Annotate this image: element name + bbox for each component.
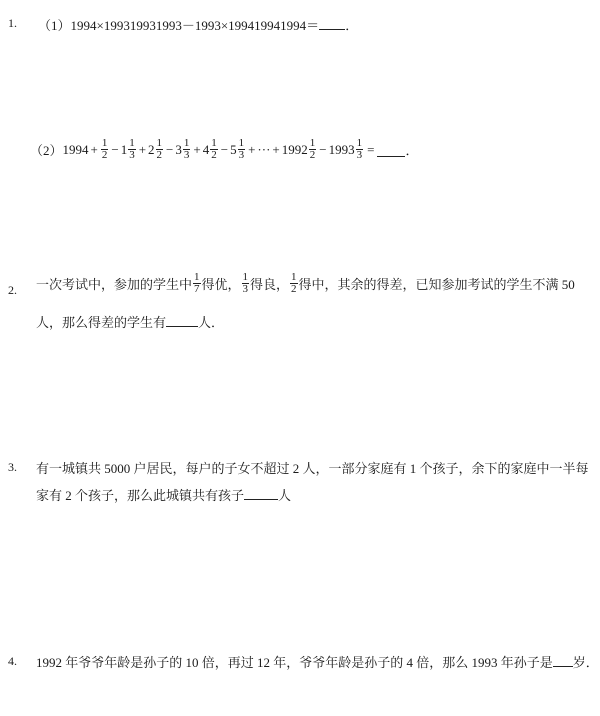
whole-part: ···: [257, 141, 271, 157]
question-2-line-1: [36, 272, 575, 295]
fraction-numerator: 1: [129, 137, 135, 149]
expression-term: [137, 138, 164, 161]
operator: −: [166, 141, 174, 157]
whole-part: 1993: [328, 141, 355, 157]
whole-part: 1992: [281, 141, 308, 157]
question-1-part-1: [38, 15, 358, 34]
fraction-denominator: 3: [356, 149, 363, 161]
question-2-line-2: [36, 312, 224, 331]
fraction-numerator: 1: [356, 137, 363, 149]
expression-term: [164, 138, 191, 161]
q2-text-b: 得优，: [201, 277, 241, 292]
fraction-numerator: 1: [183, 137, 190, 149]
q3-line-2-text-a: 家有 2 个孩子，那么此城镇共有孩子: [36, 488, 245, 503]
expression-term: [246, 142, 270, 158]
fraction: [156, 138, 164, 161]
question-4-line: [36, 652, 599, 671]
fraction-numerator: 1: [156, 137, 163, 149]
fraction-numerator: 1: [211, 137, 217, 149]
expression-term: [89, 138, 110, 161]
fraction: [356, 138, 364, 161]
whole-part: 1994: [62, 141, 89, 157]
q2-text-a: 一次考试中，参加的学生中: [36, 277, 193, 292]
part-2-label: （2）: [30, 143, 63, 158]
whole-part: 2: [148, 141, 155, 157]
q2-line-2-text-a: 人，那么得差的学生有: [36, 315, 167, 330]
q2-line-2-text-b: 人．: [198, 315, 225, 330]
question-2-number: 2.: [8, 283, 17, 297]
answer-blank-4[interactable]: [553, 653, 573, 667]
fraction: [128, 138, 136, 161]
whole-part: 4: [202, 141, 210, 157]
fraction-denominator: 3: [183, 149, 190, 161]
question-3-number: 3.: [8, 460, 17, 474]
part-1-expression: 1994×199319931993－1993×199419941994＝: [70, 18, 320, 33]
operator: +: [248, 141, 256, 157]
question-3-line-1: 有一城镇共 5000 户居民，每户的子女不超过 2 人，一部分家庭有 1 个孩子，余下的家庭中一半每: [36, 461, 589, 476]
q4-text-b: 岁．: [572, 655, 599, 670]
operator: +: [90, 141, 98, 157]
question-4-number: 4.: [8, 654, 17, 668]
part-2-expression: [63, 138, 365, 161]
answer-blank-3[interactable]: [244, 486, 278, 500]
fraction: [101, 138, 109, 161]
operator: −: [111, 141, 119, 157]
operator: +: [193, 141, 201, 157]
fraction-denominator: 2: [101, 149, 108, 161]
operator: +: [272, 141, 280, 157]
q2-fraction-excellent: $\frac{1}{7}$: [194, 271, 200, 295]
whole-part: 1: [120, 141, 128, 157]
fraction-denominator: 2: [211, 149, 217, 161]
fraction-numerator: 1: [238, 137, 245, 149]
answer-blank-2[interactable]: [166, 313, 198, 327]
q2-text-d: 得中，其余的得差，已知参加考试的学生不满 50: [298, 277, 575, 292]
q2-text-c: 得良，: [250, 277, 290, 292]
question-1-number: 1.: [8, 16, 17, 30]
whole-part: 3: [175, 141, 182, 157]
fraction: [210, 138, 218, 161]
part-2-tail: ．: [405, 143, 419, 158]
question-1-part-2: [30, 138, 418, 161]
expression-term: [317, 138, 364, 161]
q2-fraction-good: $\frac{1}{3}$: [242, 271, 249, 295]
expression-term: [63, 142, 89, 158]
fraction-denominator: 3: [129, 149, 135, 161]
fraction: [238, 138, 246, 161]
part-1-tail: ．: [345, 18, 359, 33]
whole-part: 5: [230, 141, 237, 157]
fraction-numerator: 1: [101, 137, 108, 149]
expression-term: [191, 138, 218, 161]
fraction: [309, 138, 317, 161]
q4-text-a: 1992 年爷爷年龄是孙子的 10 倍，再过 12 年，爷爷年龄是孙子的 4 倍，那么 1993 年孙子是: [36, 655, 553, 670]
expression-term: [219, 138, 246, 161]
fraction-denominator: 2: [156, 149, 163, 161]
fraction-numerator: 1: [309, 137, 316, 149]
question-3-line-2: [36, 485, 291, 504]
answer-blank-1-1[interactable]: [319, 16, 345, 30]
answer-blank-1-2[interactable]: [377, 143, 405, 157]
expression-term: [270, 138, 317, 161]
expression-term: [109, 138, 136, 161]
fraction: [183, 138, 191, 161]
operator: +: [138, 141, 147, 157]
operator: −: [319, 141, 327, 157]
operator: −: [220, 141, 229, 157]
fraction-denominator: 3: [238, 149, 245, 161]
fraction-denominator: 2: [309, 149, 316, 161]
part-1-label: （1）: [38, 18, 71, 33]
q3-line-2-text-b: 人: [278, 488, 292, 503]
part-2-equals: =: [367, 141, 375, 157]
q2-fraction-medium: $\frac{1}{2}$: [291, 271, 297, 295]
